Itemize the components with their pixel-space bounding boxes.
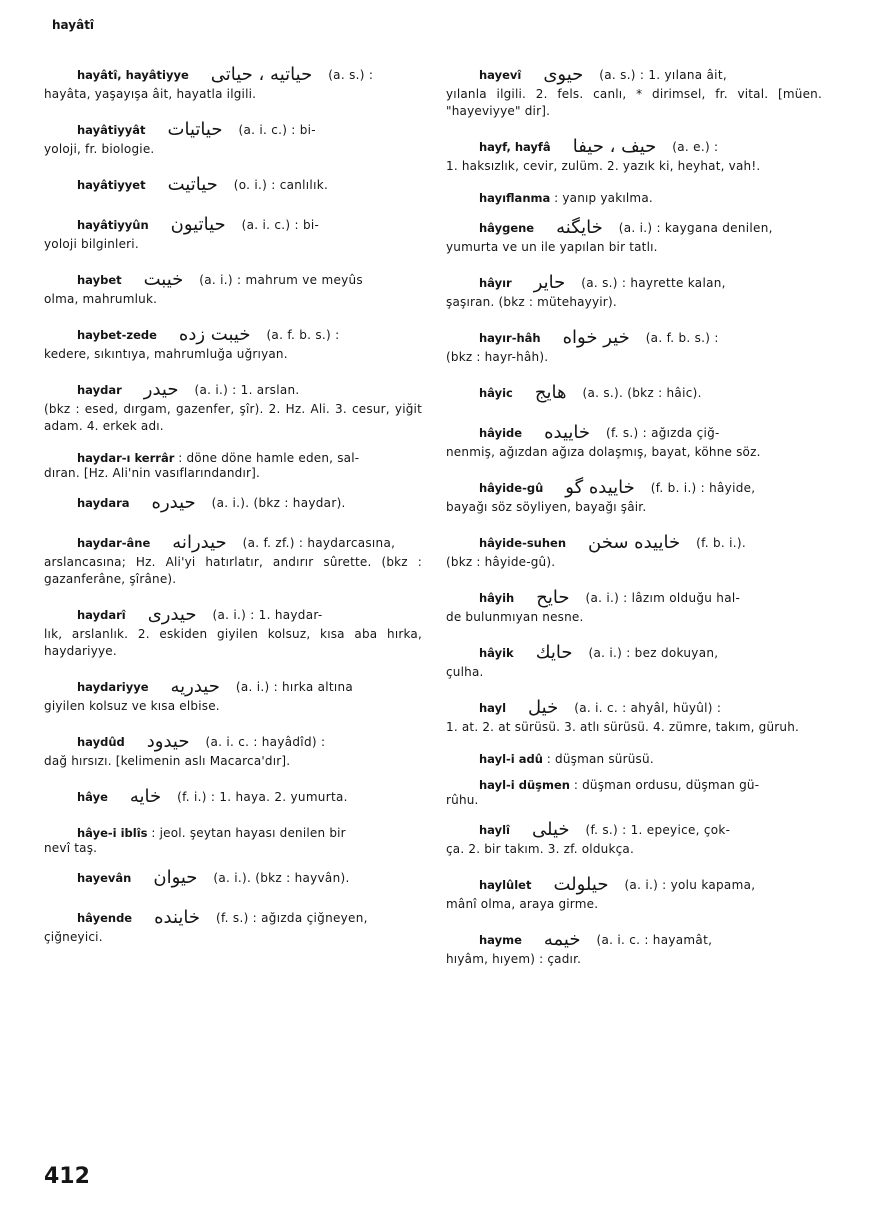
entry-first-line bbox=[44, 729, 422, 755]
grammar-and-definition: (f. s.) : ağızda çiğ- bbox=[606, 426, 720, 440]
definition-continuation: 1. at. 2. at sürüsü. 3. atlı sürüsü. 4. zümre, takım, güruh. bbox=[446, 720, 800, 734]
definition-continuation: 1. haksızlık, cevir, zulüm. 2. yazık ki, heyhat, vah!. bbox=[446, 159, 761, 173]
headword: haybet bbox=[77, 273, 122, 287]
dictionary-entry bbox=[446, 695, 822, 736]
grammar-and-definition: (f. i.) : 1. haya. 2. yumurta. bbox=[177, 790, 348, 804]
dictionary-entry bbox=[446, 215, 822, 256]
dictionary-entry bbox=[44, 377, 422, 435]
dictionary-entry bbox=[446, 475, 822, 516]
grammar-and-definition: (a. i. c. : hayamât, bbox=[596, 933, 713, 947]
headword: hâyır bbox=[479, 276, 512, 290]
ottoman-script: خير خواه bbox=[562, 327, 630, 348]
grammar-and-definition: (a. s.) : bbox=[328, 68, 374, 82]
ottoman-script: حيدر bbox=[143, 379, 179, 400]
definition-continuation: yoloji bilginleri. bbox=[44, 237, 139, 251]
definition-continuation: dıran. [Hz. Ali'nin vasıflarındandır]. bbox=[44, 466, 261, 480]
headword: hayâtî, hayâtiyye bbox=[77, 68, 189, 82]
ottoman-script: حاير bbox=[533, 272, 566, 293]
headword: hâyende bbox=[77, 911, 133, 925]
definition-continuation: giyilen kolsuz ve kısa elbise. bbox=[44, 699, 220, 713]
entry-first-line bbox=[44, 322, 422, 348]
headword: hâye bbox=[77, 790, 108, 804]
headword: haydûd bbox=[77, 735, 125, 749]
grammar-and-definition: (o. i.) : canlılık. bbox=[233, 178, 329, 192]
grammar-and-definition: (a. i. c. : hayâdîd) : bbox=[205, 735, 326, 749]
headword: hayâtiyyûn bbox=[77, 218, 149, 232]
ottoman-script: خاييده گو bbox=[565, 477, 635, 498]
ottoman-script: حياتيون bbox=[170, 214, 226, 235]
definition-continuation: yılanla ilgili. 2. fels. canlı, * dirimsel, fr. vital. [müen. "hayeviyye" dir]. bbox=[446, 87, 822, 118]
headword: hâygene bbox=[479, 221, 535, 235]
definition-continuation: çiğneyici. bbox=[44, 930, 103, 944]
ottoman-script: حيوى bbox=[543, 64, 584, 85]
entry-first-line bbox=[44, 172, 422, 198]
definition-continuation: hayâta, yaşayışa âit, hayatla ilgili. bbox=[44, 87, 257, 101]
definition-continuation: yumurta ve un ile yapılan bir tatlı. bbox=[446, 240, 658, 254]
definition-continuation: nevî taş. bbox=[44, 841, 98, 855]
entry-first-line bbox=[446, 270, 822, 296]
dictionary-entry bbox=[44, 865, 422, 891]
dictionary-entry bbox=[44, 322, 422, 363]
grammar-and-definition: (a. i.) : bez dokuyan, bbox=[588, 646, 719, 660]
entry-first-line bbox=[446, 585, 822, 611]
grammar-and-definition: (f. s.) : 1. epeyice, çok- bbox=[585, 823, 731, 837]
ottoman-script: حياتيت bbox=[167, 174, 218, 195]
definition: : düşman ordusu, düşman gü- bbox=[573, 778, 760, 792]
ottoman-script: حايح bbox=[536, 587, 570, 608]
ottoman-script: حيدرانه bbox=[172, 532, 227, 553]
dictionary-entry bbox=[446, 189, 822, 207]
dictionary-entry bbox=[446, 134, 822, 175]
grammar-and-definition: (a. s.) : 1. yılana âit, bbox=[599, 68, 727, 82]
definition-continuation: rûhu. bbox=[446, 793, 479, 807]
ottoman-script: حيدرى bbox=[147, 604, 197, 625]
dictionary-entry bbox=[446, 380, 822, 406]
definition-continuation: mânî olma, araya girme. bbox=[446, 897, 599, 911]
entry-first-line bbox=[44, 602, 422, 628]
headword: hayl-i adû bbox=[479, 752, 543, 766]
grammar-and-definition: (a. i.) : 1. arslan. bbox=[194, 383, 300, 397]
entry-first-line bbox=[44, 377, 422, 403]
headword: hâyide-suhen bbox=[479, 536, 567, 550]
definition-continuation: şaşıran. (bkz : mütehayyir). bbox=[446, 295, 617, 309]
dictionary-entry bbox=[44, 824, 422, 857]
headword: hayır-hâh bbox=[479, 331, 541, 345]
entry-first-line bbox=[446, 695, 822, 721]
page-number: 412 bbox=[44, 1164, 90, 1189]
dictionary-entry bbox=[446, 776, 822, 809]
dictionary-entry bbox=[44, 62, 422, 103]
dictionary-entry bbox=[44, 784, 422, 810]
grammar-and-definition: (a. i.). (bkz : haydar). bbox=[211, 496, 346, 510]
definition-continuation: olma, mahrumluk. bbox=[44, 292, 158, 306]
entry-first-line bbox=[446, 420, 822, 446]
dictionary-entry bbox=[44, 602, 422, 660]
definition-continuation: nenmiş, ağızdan ağıza dolaşmış, bayat, köhne söz. bbox=[446, 445, 761, 459]
definition-continuation: dağ hırsızı. [kelimenin aslı Macarca'dır]. bbox=[44, 754, 291, 768]
grammar-and-definition: (a. f. zf.) : haydarcasına, bbox=[242, 536, 396, 550]
entry-first-line bbox=[446, 817, 822, 843]
entry-first-line bbox=[44, 865, 422, 891]
left-column bbox=[44, 62, 422, 960]
entry-first-line bbox=[44, 117, 422, 143]
ottoman-script: خيل bbox=[528, 697, 559, 718]
entry-first-line bbox=[44, 530, 422, 556]
definition-continuation: lık, arslanlık. 2. eskiden giyilen kolsuz, kısa aba hırka, haydariyye. bbox=[44, 627, 422, 658]
grammar-and-definition: (a. i.) : hırka altına bbox=[235, 680, 354, 694]
definition-continuation: çulha. bbox=[446, 665, 484, 679]
grammar-and-definition: (a. i.). (bkz : hayvân). bbox=[213, 871, 350, 885]
grammar-and-definition: (f. b. i.). bbox=[696, 536, 746, 550]
dictionary-entry bbox=[44, 530, 422, 588]
headword: hayıflanma bbox=[479, 191, 551, 205]
entry-first-line bbox=[44, 490, 422, 516]
headword: hayâtiyyât bbox=[77, 123, 146, 137]
grammar-and-definition: (a. f. b. s.) : bbox=[266, 328, 340, 342]
grammar-and-definition: (a. i. c.) : bi- bbox=[241, 218, 320, 232]
right-column bbox=[446, 62, 822, 982]
ottoman-script: خيبت bbox=[143, 269, 184, 290]
grammar-and-definition: (a. i.) : lâzım olduğu hal- bbox=[585, 591, 741, 605]
definition-continuation: arslancasına; Hz. Ali'yi hatırlatır, andırır sûrette. (bkz : gazanferâne, şîrâne). bbox=[44, 555, 422, 586]
entry-first-line bbox=[446, 134, 822, 160]
definition-continuation: (bkz : esed, dırgam, gazenfer, şîr). 2. Hz. Ali. 3. cesur, yiğit adam. 4. erkek adı. bbox=[44, 402, 422, 433]
headword: hayme bbox=[479, 933, 522, 947]
headword: hâyih bbox=[479, 591, 515, 605]
entry-first-line bbox=[446, 325, 822, 351]
ottoman-script: حياتيات bbox=[167, 119, 223, 140]
entry-first-line bbox=[44, 674, 422, 700]
dictionary-entry bbox=[44, 117, 422, 158]
ottoman-script: خاييده سخن bbox=[588, 532, 681, 553]
definition-continuation: bayağı söz söyliyen, bayağı şâir. bbox=[446, 500, 647, 514]
headword: hayevân bbox=[77, 871, 132, 885]
headword: haydarî bbox=[77, 608, 126, 622]
headword: hayâtiyyet bbox=[77, 178, 146, 192]
dictionary-entry bbox=[446, 420, 822, 461]
ottoman-script: حيدود bbox=[146, 731, 190, 752]
entry-first-line bbox=[446, 62, 822, 88]
definition: : jeol. şeytan hayası denilen bir bbox=[151, 826, 346, 840]
headword: haydara bbox=[77, 496, 130, 510]
definition-continuation: (bkz : hayr-hâh). bbox=[446, 350, 549, 364]
dictionary-entry bbox=[44, 674, 422, 715]
headword: hâyik bbox=[479, 646, 514, 660]
dictionary-entry bbox=[446, 817, 822, 858]
ottoman-script: خايه bbox=[129, 786, 162, 807]
grammar-and-definition: (a. i.) : 1. haydar- bbox=[212, 608, 323, 622]
entry-first-line bbox=[446, 475, 822, 501]
headword: haylî bbox=[479, 823, 510, 837]
ottoman-script: خاينده bbox=[154, 907, 201, 928]
dictionary-entry bbox=[44, 449, 422, 482]
grammar-and-definition: (a. f. b. s.) : bbox=[645, 331, 719, 345]
headword: haydar bbox=[77, 383, 122, 397]
ottoman-script: هايج bbox=[534, 382, 567, 403]
grammar-and-definition: (f. s.) : ağızda çiğneyen, bbox=[216, 911, 368, 925]
definition-continuation: de bulunmıyan nesne. bbox=[446, 610, 584, 624]
dictionary-entry bbox=[44, 490, 422, 516]
entry-first-line bbox=[44, 62, 422, 88]
definition-continuation: yoloji, fr. biologie. bbox=[44, 142, 155, 156]
grammar-and-definition: (a. s.). (bkz : hâic). bbox=[582, 386, 702, 400]
dictionary-entry bbox=[446, 62, 822, 120]
grammar-and-definition: (a. e.) : bbox=[672, 140, 719, 154]
dictionary-entry bbox=[44, 172, 422, 198]
headword: haydar-ı kerrâr bbox=[77, 451, 175, 465]
headword: hâyic bbox=[479, 386, 513, 400]
ottoman-script: حيدره bbox=[151, 492, 196, 513]
definition: : döne döne hamle eden, sal- bbox=[178, 451, 360, 465]
ottoman-script: حيف ، حيفا bbox=[572, 136, 657, 157]
dictionary-entry bbox=[446, 927, 822, 968]
dictionary-entry bbox=[44, 729, 422, 770]
headword: hâyide bbox=[479, 426, 523, 440]
entry-first-line bbox=[44, 784, 422, 810]
ottoman-script: خيمه bbox=[543, 929, 581, 950]
headword: haylûlet bbox=[479, 878, 532, 892]
headword: hayl bbox=[479, 701, 507, 715]
grammar-and-definition: (a. s.) : hayrette kalan, bbox=[581, 276, 726, 290]
headword: haydar-âne bbox=[77, 536, 151, 550]
ottoman-script: حيدريه bbox=[170, 676, 220, 697]
ottoman-script: حيوان bbox=[153, 867, 198, 888]
headword: haydariyye bbox=[77, 680, 149, 694]
entry-first-line bbox=[446, 640, 822, 666]
dictionary-entry bbox=[446, 585, 822, 626]
dictionary-entry bbox=[446, 872, 822, 913]
entry-first-line bbox=[446, 215, 822, 241]
grammar-and-definition: (f. b. i.) : hâyide, bbox=[650, 481, 756, 495]
entry-first-line bbox=[446, 380, 822, 406]
ottoman-script: حايك bbox=[535, 642, 573, 663]
dictionary-entry bbox=[44, 905, 422, 946]
ottoman-script: خيبت زده bbox=[178, 324, 251, 345]
entry-first-line bbox=[44, 212, 422, 238]
headword: hayevî bbox=[479, 68, 522, 82]
ottoman-script: حيلولت bbox=[553, 874, 609, 895]
dictionary-entry bbox=[446, 750, 822, 768]
entry-first-line bbox=[44, 267, 422, 293]
entry-first-line bbox=[446, 872, 822, 898]
dictionary-entry bbox=[446, 530, 822, 571]
grammar-and-definition: (a. i.) : mahrum ve meyûs bbox=[199, 273, 363, 287]
headword: hayf, hayfâ bbox=[479, 140, 551, 154]
running-head: hayâtî bbox=[52, 18, 95, 32]
definition-continuation: hıyâm, hıyem) : çadır. bbox=[446, 952, 582, 966]
definition-continuation: (bkz : hâyide-gû). bbox=[446, 555, 556, 569]
ottoman-script: خاييده bbox=[544, 422, 591, 443]
dictionary-entry bbox=[44, 267, 422, 308]
entry-first-line bbox=[44, 905, 422, 931]
ottoman-script: خيلى bbox=[531, 819, 570, 840]
grammar-and-definition: (a. i.) : kaygana denilen, bbox=[618, 221, 773, 235]
dictionary-entry bbox=[44, 212, 422, 253]
definition-continuation: ça. 2. bir takım. 3. zf. oldukça. bbox=[446, 842, 634, 856]
dictionary-entry bbox=[446, 640, 822, 681]
dictionary-entry bbox=[446, 270, 822, 311]
headword: hâyide-gû bbox=[479, 481, 544, 495]
entry-first-line bbox=[446, 750, 822, 768]
dictionary-entry bbox=[446, 325, 822, 366]
entry-first-line bbox=[446, 530, 822, 556]
grammar-and-definition: (a. i.) : yolu kapama, bbox=[624, 878, 756, 892]
definition-continuation: kedere, sıkıntıya, mahrumluğa uğrıyan. bbox=[44, 347, 288, 361]
headword: hayl-i düşmen bbox=[479, 778, 570, 792]
definition: : düşman sürüsü. bbox=[546, 752, 654, 766]
grammar-and-definition: (a. i. c. : ahyâl, hüyûl) : bbox=[574, 701, 722, 715]
headword: haybet-zede bbox=[77, 328, 157, 342]
headword: hâye-i iblîs bbox=[77, 826, 148, 840]
entry-first-line bbox=[446, 927, 822, 953]
ottoman-script: حياتيه ، حياتى bbox=[210, 64, 313, 85]
entry-first-line bbox=[446, 189, 822, 207]
definition: : yanıp yakılma. bbox=[554, 191, 653, 205]
grammar-and-definition: (a. i. c.) : bi- bbox=[238, 123, 316, 137]
ottoman-script: خايگنه bbox=[556, 217, 603, 238]
